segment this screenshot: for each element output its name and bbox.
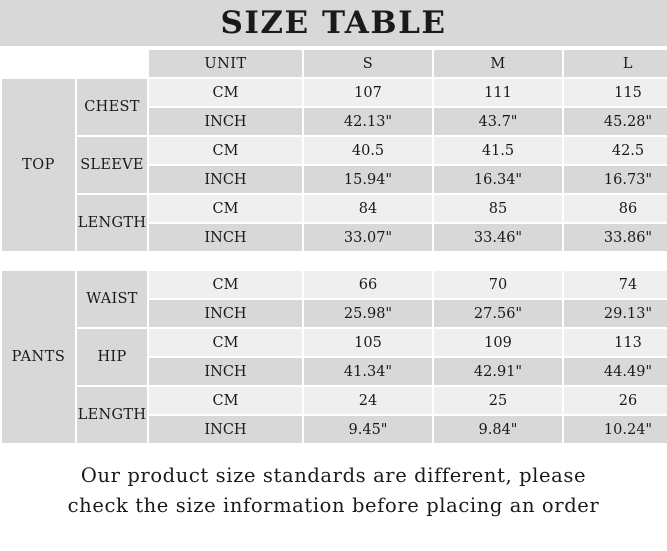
cell-sleeve-cm-m: 41.5 [433,136,563,165]
cell-sleeve-inch-l: 16.73" [563,165,667,194]
table-section-gap [0,253,667,269]
cell-hip-cm-m: 109 [433,328,563,357]
unit-label-inch: INCH [148,223,303,252]
cell-chest-cm-s: 107 [303,78,433,107]
table-row [1,136,667,165]
table-row [1,386,667,415]
cell-sleeve-cm-s: 40.5 [303,136,433,165]
top-size-table [0,48,667,253]
cell-pantslength-cm-l: 26 [563,386,667,415]
group-label-pants: PANTS [1,270,76,444]
header-corner-blank [1,49,76,78]
cell-waist-inch-l: 29.13" [563,299,667,328]
cell-pantslength-cm-m: 25 [433,386,563,415]
part-label-sleeve: SLEEVE [76,136,148,194]
cell-toplength-cm-s: 84 [303,194,433,223]
cell-toplength-inch-m: 33.46" [433,223,563,252]
header-size-l: L [563,49,667,78]
cell-chest-cm-l: 115 [563,78,667,107]
unit-label-cm: CM [148,194,303,223]
size-disclaimer-note [0,451,667,529]
cell-waist-cm-l: 74 [563,270,667,299]
cell-hip-inch-l: 44.49" [563,357,667,386]
unit-label-cm: CM [148,386,303,415]
cell-toplength-inch-l: 33.86" [563,223,667,252]
group-label-top: TOP [1,78,76,252]
page-title: SIZE TABLE [220,5,447,41]
unit-label-inch: INCH [148,415,303,444]
unit-label-inch: INCH [148,299,303,328]
page-title-bar [0,0,667,48]
unit-label-cm: CM [148,270,303,299]
cell-waist-inch-s: 25.98" [303,299,433,328]
unit-label-inch: INCH [148,357,303,386]
table-header-row [1,49,667,78]
table-row [1,328,667,357]
cell-waist-inch-m: 27.56" [433,299,563,328]
cell-chest-inch-s: 42.13" [303,107,433,136]
unit-label-cm: CM [148,328,303,357]
pants-size-table [0,269,667,445]
cell-waist-cm-s: 66 [303,270,433,299]
cell-hip-cm-s: 105 [303,328,433,357]
cell-chest-cm-m: 111 [433,78,563,107]
unit-label-cm: CM [148,136,303,165]
cell-pantslength-inch-l: 10.24" [563,415,667,444]
cell-hip-inch-s: 41.34" [303,357,433,386]
cell-sleeve-inch-m: 16.34" [433,165,563,194]
cell-pantslength-inch-s: 9.45" [303,415,433,444]
unit-label-cm: CM [148,78,303,107]
cell-pantslength-cm-s: 24 [303,386,433,415]
header-unit: UNIT [148,49,303,78]
table-row [1,78,667,107]
header-corner-blank-2 [76,49,148,78]
table-row [1,194,667,223]
cell-chest-inch-m: 43.7" [433,107,563,136]
cell-pantslength-inch-m: 9.84" [433,415,563,444]
cell-sleeve-inch-s: 15.94" [303,165,433,194]
cell-hip-inch-m: 42.91" [433,357,563,386]
cell-toplength-cm-m: 85 [433,194,563,223]
table-row [1,270,667,299]
cell-toplength-inch-s: 33.07" [303,223,433,252]
cell-chest-inch-l: 45.28" [563,107,667,136]
unit-label-inch: INCH [148,107,303,136]
part-label-chest: CHEST [76,78,148,136]
unit-label-inch: INCH [148,165,303,194]
disclaimer-line-1: Our product size standards are different, please [80,464,587,487]
part-label-waist: WAIST [76,270,148,328]
cell-waist-cm-m: 70 [433,270,563,299]
cell-toplength-cm-l: 86 [563,194,667,223]
header-size-s: S [303,49,433,78]
disclaimer-line-2: check the size information before placing an order [67,494,600,518]
part-label-top-length: LENGTH [76,194,148,252]
header-size-m: M [433,49,563,78]
cell-hip-cm-l: 113 [563,328,667,357]
part-label-hip: HIP [76,328,148,386]
part-label-pants-length: LENGTH [76,386,148,444]
cell-sleeve-cm-l: 42.5 [563,136,667,165]
